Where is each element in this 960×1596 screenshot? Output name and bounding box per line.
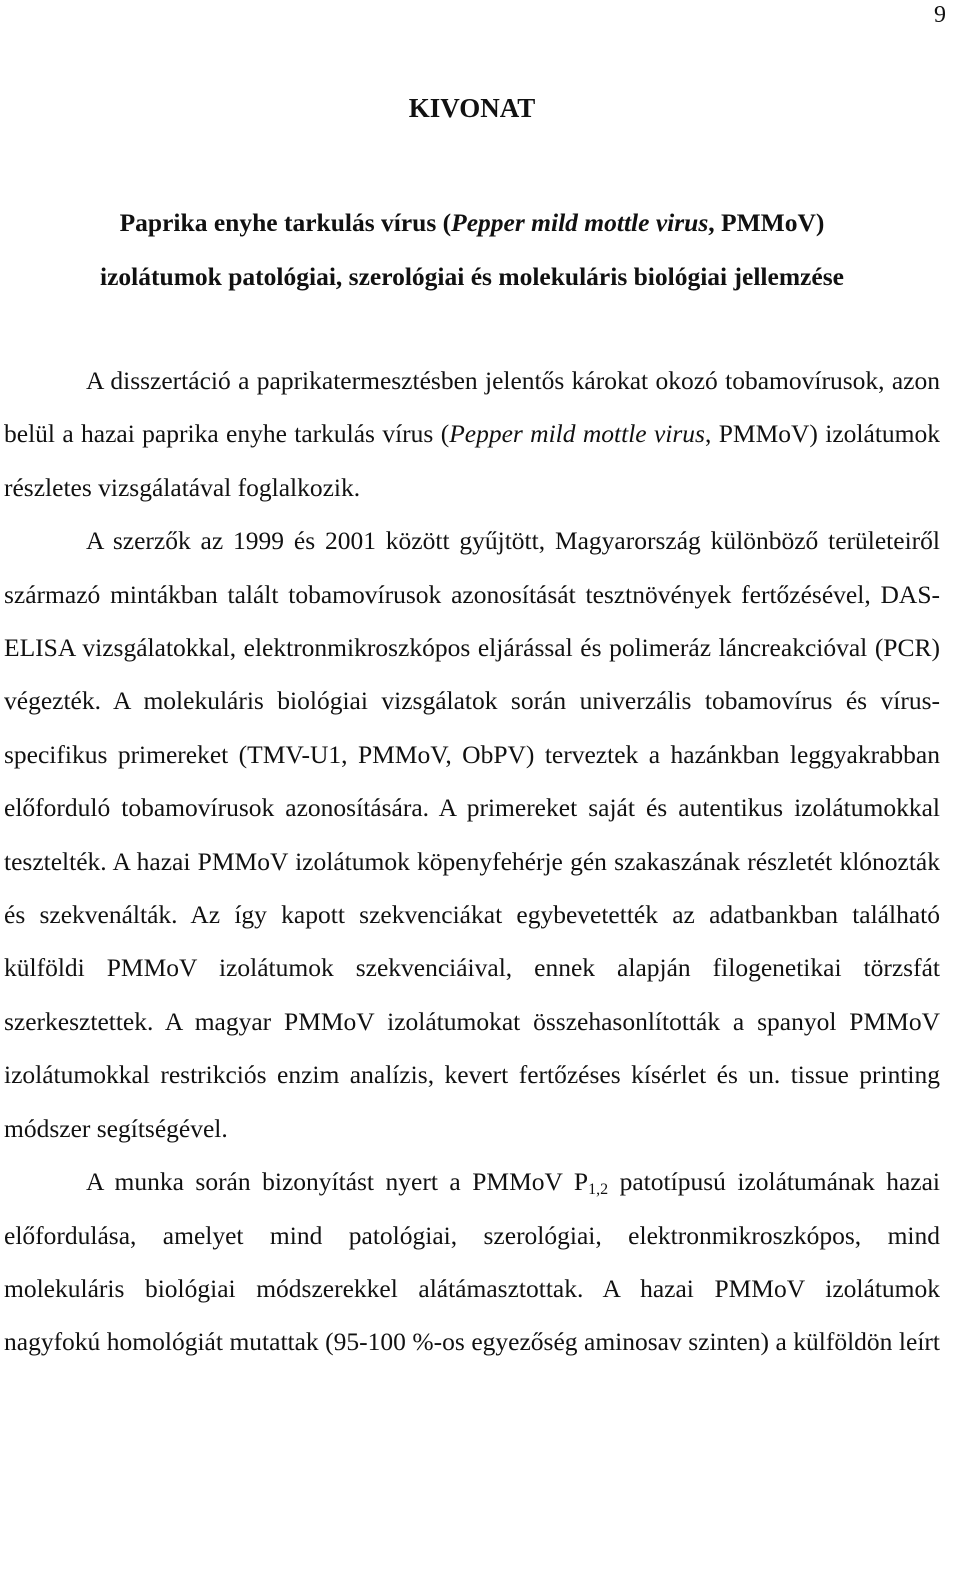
title-line-1: [0, 196, 944, 250]
page-number: 9: [934, 2, 946, 28]
paragraph-1: [4, 354, 940, 514]
pathotype-subscript: 1,2: [588, 1181, 609, 1199]
title-line-1-start: Paprika enyhe tarkulás vírus (: [119, 208, 452, 237]
paragraph-1-virus-latin-name: Pepper mild mottle virus: [449, 419, 705, 449]
section-heading: KIVONAT: [408, 93, 536, 123]
title-line-1-end: , PMMoV): [708, 208, 825, 237]
abstract-body: [4, 354, 940, 1369]
paragraph-1-end: , PMMoV) izolátumok részletes vizsgálatával foglalkozik.: [4, 419, 940, 502]
document-title: [0, 196, 944, 304]
title-virus-latin-name: Pepper mild mottle virus: [451, 208, 709, 237]
paragraph-1-start: A disszertáció a paprikatermesztésben jelentős károkat okozó tobamovírusok, azon belül a hazai paprika enyhe tarkulás vírus (: [4, 366, 940, 449]
paragraph-3: [4, 1155, 940, 1369]
paragraph-3-end: patotípusú izolátumának hazai előfordulása, amelyet mind patológiai, szerológiai, elektronmikroszkópos, mind molekuláris biológiai módszerekkel alátámasztottak. A hazai PMMoV izolátumok nagyfokú homológiát mutattak (95-100 %-os egyezőség aminosav szinten) a külföldön leírt: [4, 1167, 940, 1357]
paragraph-2: A szerzők az 1999 és 2001 között gyűjtött, Magyarország különböző területeiről származó mintákban talált tobamovírusok azonosítását tesztnövények fertőzésével, DAS-ELISA vizsgálatokkal, elektronmikroszkópos eljárással és polimeráz láncreakcióval (PCR) végezték. A molekuláris biológiai vizsgálatok során univerzális tobamovírus és vírus-specifikus primereket (TMV-U1, PMMoV, ObPV) terveztek a hazánkban leggyakrabban előforduló tobamovírusok azonosítására. A primereket saját és autentikus izolátumokkal tesztelték. A hazai PMMoV izolátumok köpenyfehérje gén szakaszának részletét klónozták és szekvenálták. Az így kapott szekvenciákat egybevetették az adatbankban található külföldi PMMoV izolátumok szekvenciáival, ennek alapján filogenetikai törzsfát szerkesztettek. A magyar PMMoV izolátumokat összehasonlították a spanyol PMMoV izolátumokkal restrikciós enzim analízis, kevert fertőzéses kísérlet és un. tissue printing módszer segítségével.: [4, 526, 940, 1143]
title-line-2: izolátumok patológiai, szerológiai és molekuláris biológiai jellemzése: [100, 262, 844, 291]
paragraph-3-start: A munka során bizonyítást nyert a PMMoV P: [86, 1167, 589, 1197]
